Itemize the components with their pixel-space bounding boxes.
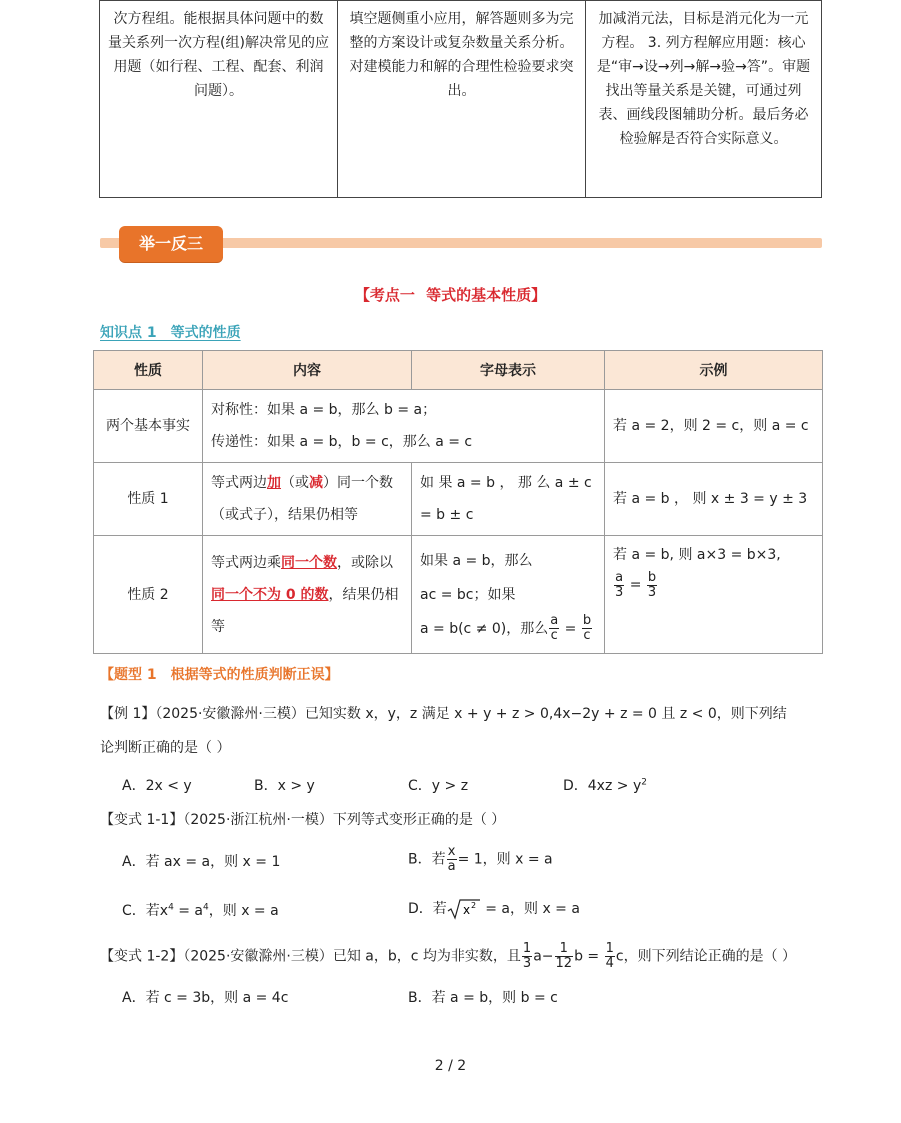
table-row [100, 1, 822, 198]
variant1-option-c: C．若$x^4 = a^4$，则 x = a [122, 902, 279, 919]
svg-text:2: 2 [470, 901, 476, 910]
example1-option-c: C．y > z [408, 778, 469, 794]
summary-cell-method: 加减消元法，目标是消元化为一元方程。 3. 列方程解应用题：核心是“审→设→列→解→验→答”。审题找出等量关系是关键，可通过列表、画线段图辅助分析。最后务必检验解是否符合实际意义。 [586, 1, 822, 198]
variant2-line: 【变式 1-2】（2025·安徽滁州·三模）已知 a，b，c 均为非实数，且 $\frac{1}{3}$ a− $\frac{1}{12}$ b = $\frac{1}{4}$ c，则下列结论正确的是（ ） [100, 941, 797, 971]
row-letter: 如 果 a = b ， 那 么 a ± c = b ± c [412, 463, 605, 536]
top-summary-table [99, 0, 822, 198]
summary-cell-requirement: 次方程组。能根据具体问题中的数量关系列一次方程(组)解决常见的应用题（如行程、工程、配套、利润问题）。 [100, 1, 338, 198]
row-example [605, 536, 823, 654]
table-row [94, 536, 823, 654]
svg-text:x: x [462, 903, 470, 917]
option-text: = 1，则 x = a [457, 851, 553, 868]
highlight-same-number: 同一个数 [281, 554, 337, 571]
example-text: 若 a = b, 则 a×3 = b×3, [613, 547, 781, 563]
letter-text: ac = bc；如果 [420, 586, 516, 603]
fraction-b-over-c: $\frac{b}{c}$ [582, 613, 592, 643]
question-type-heading: 【题型 1 根据等式的性质判断正误】 [100, 667, 339, 683]
variant1-option-b [408, 845, 553, 874]
sqrt-symbol [447, 898, 481, 920]
example1-option-b: B．x > y [254, 778, 315, 794]
content-text: 等式两边乘 [211, 554, 281, 571]
letter-text: a = b(c ≠ 0)，那么 $\frac{a}{c}$ = $\frac{b}{c}$ [420, 613, 592, 643]
option-text: D．4xz > y [563, 778, 642, 794]
option-text: ，则 x = a [208, 903, 279, 919]
header-content: 内容 [203, 351, 412, 390]
row-example: 若 a = b ， 则 x ± 3 = y ± 3 [605, 463, 823, 536]
variant2-option-b: B．若 a = b，则 b = c [408, 990, 558, 1006]
row-content [203, 390, 605, 463]
symmetry-text: 对称性：如果 a = b，那么 b = a； [211, 402, 437, 418]
content-text: （或 [281, 475, 309, 491]
variant1-option-d [408, 898, 580, 920]
example1-option-a: A．2x < y [122, 778, 192, 794]
header-property: 性质 [94, 351, 203, 390]
fraction-b-over-3: $\frac{b}{3}$ [647, 569, 657, 600]
exam-point-title [0, 284, 901, 305]
transitivity-text: 传递性：如果 a = b，b = c，那么 a = c [211, 434, 473, 450]
row-name: 性质 2 [94, 536, 203, 654]
summary-cell-question-type: 填空题侧重小应用，解答题则多为完整的方案设计或复杂数量关系分析。对建模能力和解的合理性检验要求突出。 [338, 1, 586, 198]
table-row [94, 463, 823, 536]
content-text: ，或除以 [337, 554, 393, 571]
row-letter [412, 536, 605, 654]
variant2-option-a: A．若 c = 3b，则 a = 4c [122, 990, 289, 1006]
fraction-a-over-3: $\frac{a}{3}$ [615, 569, 624, 600]
highlight-add: 加 [267, 475, 281, 491]
example-text: $\frac{a}{3}$ = $\frac{b}{3}$ [615, 569, 657, 600]
header-example: 示例 [605, 351, 823, 390]
letter-text: 如果 a = b，那么 [420, 552, 533, 569]
table-row [94, 390, 823, 463]
content-text: 等式两边 [211, 475, 267, 491]
row-example: 若 a = 2，则 2 = c，则 a = c [605, 390, 823, 463]
exam-point-title-right: 等式的基本性质】 [426, 286, 547, 304]
content-text: ，结果仍相等 [211, 586, 399, 635]
fraction-one-quarter: $\frac{1}{4}$ [605, 941, 614, 971]
row-name: 两个基本事实 [94, 390, 203, 463]
letter-text: a = b(c ≠ 0)，那么 [420, 620, 549, 637]
header-letter: 字母表示 [412, 351, 605, 390]
example1-line1: 【例 1】（2025·安徽滁州·三模）已知实数 x，y，z 满足 x + y + z > 0,4x−2y + z = 0 且 z < 0，则下列结 [100, 706, 787, 722]
option-text: C．若x [122, 903, 169, 919]
question-text: c，则下列结论正确的是（ ） [615, 948, 797, 965]
knowledge-point-heading: 知识点 1 等式的性质 [100, 325, 241, 341]
content-text: ）同一个数（或式子），结果仍相等 [211, 475, 393, 523]
fraction-x-over-a: $\frac{x}{a}$ [447, 844, 456, 874]
option-text: = a，则 x = a [480, 901, 580, 917]
row-content [203, 463, 412, 536]
fraction-one-third: $\frac{1}{3}$ [522, 941, 532, 971]
fraction-one-twelfth: $\frac{1}{12}$ [555, 941, 573, 971]
row-name: 性质 1 [94, 463, 203, 536]
fraction-a-over-c: $\frac{a}{c}$ [550, 613, 559, 643]
question-text: 【变式 1-2】（2025·安徽滁州·三模）已知 a，b，c 均为非实数，且 [100, 948, 521, 965]
table-header-row [94, 351, 823, 390]
variant1-line: 【变式 1-1】（2025·浙江杭州·一模）下列等式变形正确的是（ ） [100, 812, 506, 828]
highlight-subtract: 减 [309, 475, 323, 491]
section-banner-tag: 举一反三 [119, 226, 223, 262]
properties-table [93, 350, 823, 654]
option-text: B．若 [408, 851, 446, 868]
row-content [203, 536, 412, 654]
option-text: D．若 [408, 901, 447, 917]
option-text: = a [173, 903, 204, 919]
exam-point-title-left: 【考点一 [354, 286, 415, 304]
page-number: 2 / 2 [434, 1058, 467, 1074]
variant1-option-a: A．若 ax = a，则 x = 1 [122, 854, 281, 870]
example1-line2: 论判断正确的是（ ） [100, 740, 231, 756]
example1-option-d: D．$4xz > y^2$ [563, 777, 647, 794]
highlight-nonzero-number: 同一个不为 0 的数 [211, 586, 329, 603]
